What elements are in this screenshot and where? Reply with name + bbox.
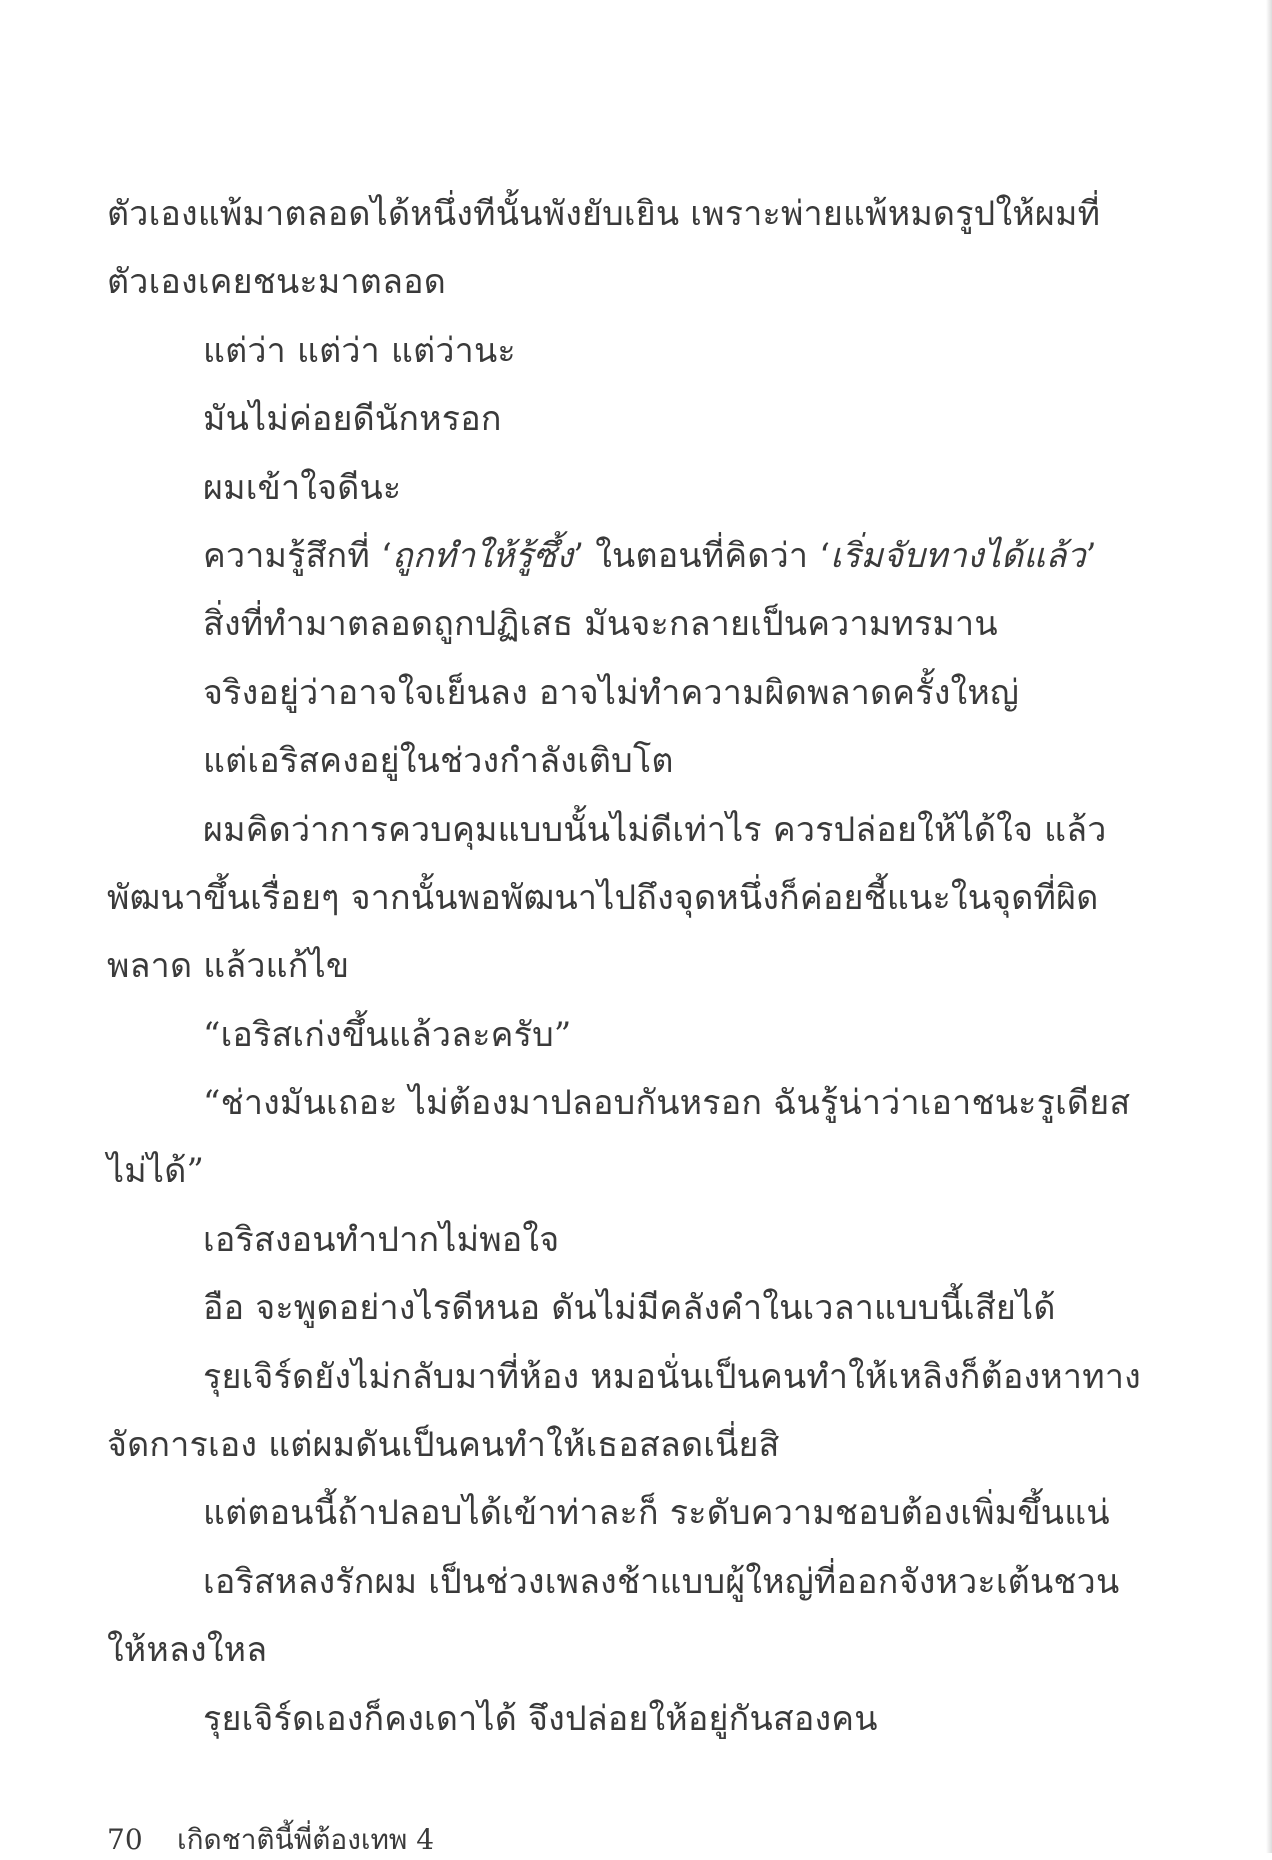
page-edge-shadow [1266,0,1272,1853]
paragraph-line: พลาด แล้วแก้ไข [107,946,350,987]
paragraph-line: รุยเจิร์ดเองก็คงเดาได้ จึงปล่อยให้อยู่กันสองคน [203,1698,878,1739]
dialogue-line: “เอริสเก่งขึ้นแล้วละครับ” [203,1014,572,1055]
paragraph-line: จัดการเอง แต่ผมดันเป็นคนทำให้เธอสลดเนี่ยสิ [107,1425,780,1466]
feeling-middle: ’ ในตอนที่คิดว่า ‘ [573,535,831,576]
paragraph-line: เอริสหลงรักผม เป็นช่วงเพลงช้าแบบผู้ใหญ่ที่ออกจังหวะเต้นชวน [203,1561,1120,1602]
paragraph-line: ตัวเองแพ้มาตลอดได้หนึ่งทีนั้นพังยับเยิน เพราะพ่ายแพ้หมดรูปให้ผมที่ [107,194,1101,234]
paragraph-line: ผมคิดว่าการควบคุมแบบนั้นไม่ดีเท่าไร ควรปล่อยให้ได้ใจ แล้ว [203,809,1107,850]
paragraph-line: เอริสงอนทำปากไม่พอใจ [203,1219,560,1260]
running-title: เกิดชาตินี้พี่ต้องเทพ 4 [177,1823,435,1856]
dialogue-line: “ช่างมันเถอะ ไม่ต้องมาปลอบกันหรอก ฉันรู้น่าว่าเอาชนะรูเดียส [203,1083,1131,1124]
dialogue-line: ไม่ได้” [107,1151,205,1192]
feeling-prefix: ความรู้สึกที่ ‘ [203,535,392,576]
page-number: 70 [107,1823,143,1856]
paragraph-line: ตัวเองเคยชนะมาตลอด [107,262,447,303]
paragraph-line: สิ่งที่ทำมาตลอดถูกปฏิเสธ มันจะกลายเป็นความทรมาน [203,604,998,645]
paragraph-line: พัฒนาขึ้นเรื่อยๆ จากนั้นพอพัฒนาไปถึงจุดหนึ่งก็ค่อยชี้แนะในจุดที่ผิด [107,877,1099,918]
feeling-suffix: ’ [1085,535,1097,576]
paragraph-line: จริงอยู่ว่าอาจใจเย็นลง อาจไม่ทำความผิดพลาดครั้งใหญ่ [203,672,1020,713]
paragraph-line: แต่ตอนนี้ถ้าปลอบได้เข้าท่าละก็ ระดับความชอบต้องเพิ่มขึ้นแน่ [203,1493,1110,1534]
paragraph-line: แต่ว่า แต่ว่า แต่ว่านะ [203,330,516,371]
paragraph-line: มันไม่ค่อยดีนักหรอก [203,399,502,440]
paragraph-line-feeling [107,522,1097,590]
feeling-italic-2: เริ่มจับทางได้แล้ว [830,535,1086,576]
paragraph-line: ให้หลงใหล [107,1630,268,1671]
paragraph-line: แต่เอริสคงอยู่ในช่วงกำลังเติบโต [203,741,674,782]
paragraph-line: รุยเจิร์ดยังไม่กลับมาที่ห้อง หมอนั่นเป็นคนทำให้เหลิงก็ต้องหาทาง [203,1356,1141,1397]
body-text [107,180,1141,1753]
paragraph-line: อือ จะพูดอย่างไรดีหนอ ดันไม่มีคลังคำในเวลาแบบนี้เสียได้ [203,1288,1056,1329]
page-footer [107,1820,434,1860]
paragraph-line: ผมเข้าใจดีนะ [203,467,402,508]
feeling-italic-1: ถูกทำให้รู้ซึ้ง [391,535,574,576]
